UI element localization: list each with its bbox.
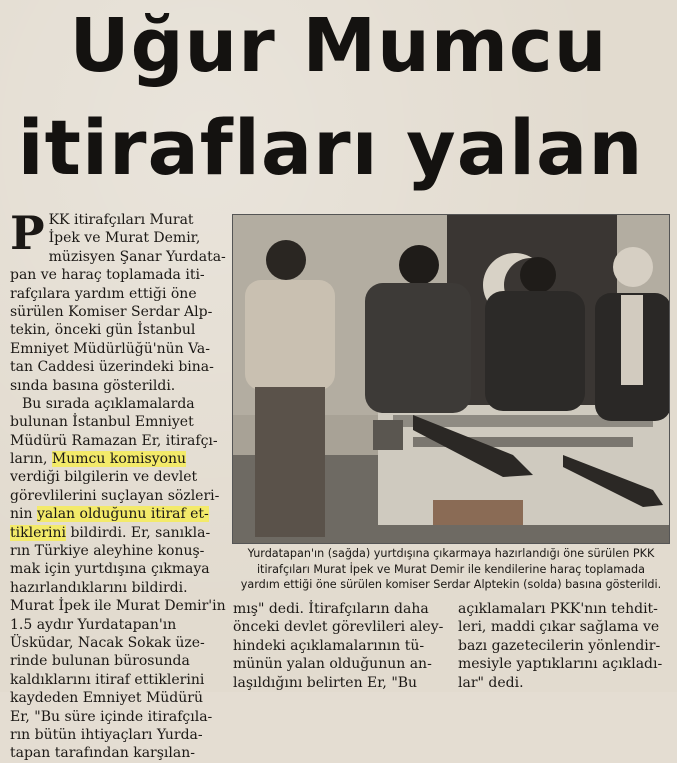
- text-line: Emniyet Müdürlüğü'nün Va-: [10, 340, 211, 357]
- text-line: lar" dedi.: [458, 674, 524, 691]
- text-line: [10, 524, 226, 542]
- text-line: rın bütün ihtiyaçları Yurda-: [10, 726, 203, 743]
- text-line: hazırlandıklarını bildirdi.: [10, 579, 188, 596]
- drop-cap: P: [10, 206, 45, 260]
- text-line: Murat İpek ile Murat Demir'in: [10, 598, 226, 615]
- news-photo: [232, 214, 670, 544]
- text-line: münün yalan olduğunun an-: [233, 656, 432, 673]
- text-fragment: nin: [10, 506, 33, 523]
- highlight-yalan-oldugunu: yalan olduğunu itiraf et-: [36, 506, 209, 523]
- text-line: mesiyle yaptıklarını açıkladı-: [458, 656, 663, 673]
- text-line: hindeki açıklamalarının tü-: [233, 637, 425, 654]
- text-line: tapan tarafından karşılan-: [10, 745, 195, 762]
- text-line: bulunan İstanbul Emniyet: [10, 414, 194, 431]
- text-line: İpek ve Murat Demir,: [48, 230, 201, 247]
- text-line: laşıldığını belirten Er, "Bu: [233, 674, 418, 691]
- text-line: tekin, önceki gün İstanbul: [10, 322, 196, 339]
- highlight-tiklerini: tiklerini: [10, 524, 67, 541]
- text-line: kaldıklarını itiraf ettiklerini: [10, 671, 205, 688]
- text-line: müzisyen Şanar Yurdata-: [48, 248, 226, 265]
- text-fragment: ların,: [10, 451, 48, 468]
- text-fragment: bildirdi. Er, sanıkla-: [70, 524, 211, 541]
- text-line: açıklamaları PKK'nın tehdit-: [458, 601, 658, 617]
- text-line: Er, "Bu süre içinde itirafçıla-: [10, 708, 213, 725]
- highlight-mumcu-komisyonu: Mumcu komisyonu: [51, 451, 187, 468]
- text-line: verdiği bilgilerin ve devlet: [10, 469, 198, 486]
- text-line: rın Türkiye aleyhine konuş-: [10, 543, 205, 560]
- text-line: önceki devlet görevlileri aley-: [233, 619, 444, 636]
- text-line: [10, 505, 226, 523]
- text-line: mış" dedi. İtirafçıların daha: [233, 601, 429, 617]
- text-line: [10, 450, 226, 468]
- text-line: görevlilerini suçlayan sözleri-: [10, 487, 220, 504]
- text-line: Müdürü Ramazan Er, itirafçı-: [10, 432, 218, 449]
- article-middle-column: [233, 600, 445, 692]
- text-line: sürülen Komiser Serdar Alp-: [10, 303, 213, 320]
- article-left-column: [10, 206, 226, 763]
- text-line: mak için yurtdışına çıkmaya: [10, 561, 210, 578]
- headline-line-2: itirafları yalan: [17, 103, 644, 192]
- article-right-column: [458, 600, 670, 692]
- text-line: rinde bulunan bürosunda: [10, 653, 190, 670]
- text-line: Bu sırada açıklamalarda: [22, 395, 195, 412]
- photo-caption: Yurdatapan'ın (sağda) yurtdışına çıkarmaya hazırlandığı öne sürülen PKK itirafçıları Murat İpek ve Murat Demir ile kendilerine haraç toplamada yardım ettiği öne sürülen komiser Serdar Alptekin (solda) basına gösterildi.: [240, 547, 662, 592]
- text-line: leri, maddi çıkar sağlama ve: [458, 619, 660, 636]
- headline-line-1: Uğur Mumcu: [69, 3, 608, 89]
- text-line: Üsküdar, Nacak Sokak üze-: [10, 634, 205, 651]
- text-line: tan Caddesi üzerindeki bina-: [10, 359, 214, 376]
- text-line: sında basına gösterildi.: [10, 377, 176, 394]
- text-line: 1.5 aydır Yurdatapan'ın: [10, 616, 177, 633]
- text-line: pan ve haraç toplamada iti-: [10, 267, 205, 284]
- text-line: rafçılara yardım ettiği öne: [10, 285, 197, 302]
- text-line: bazı gazetecilerin yönlendir-: [458, 637, 661, 654]
- text-line: kaydeden Emniyet Müdürü: [10, 690, 203, 707]
- text-line: KK itirafçıları Murat: [48, 212, 194, 228]
- photo-illustration: [233, 215, 669, 543]
